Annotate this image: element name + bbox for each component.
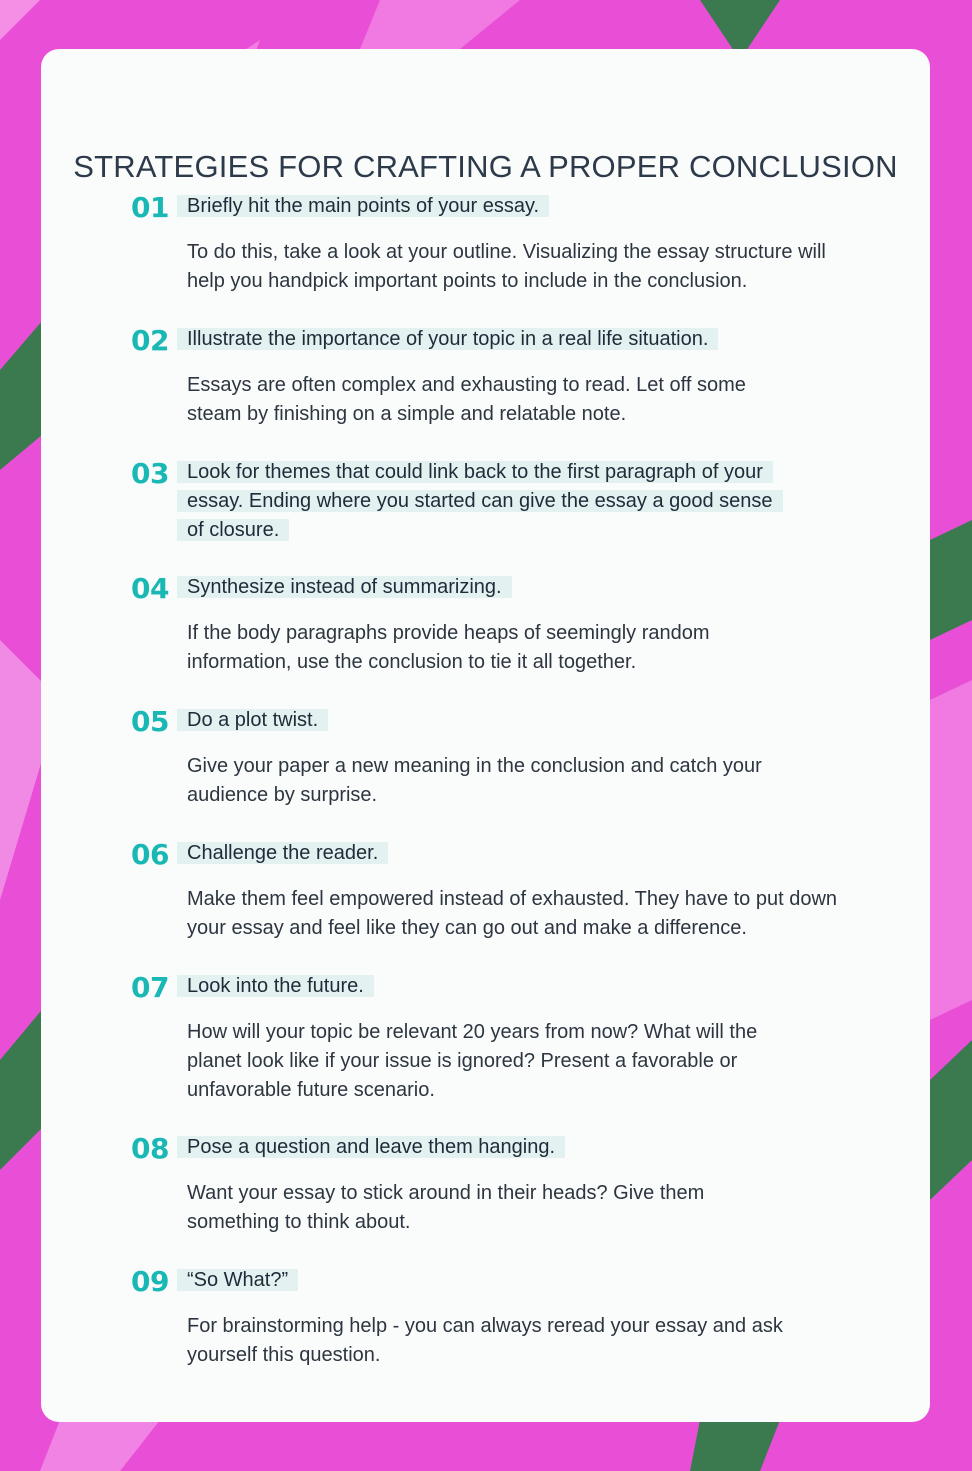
item-number: 06 (131, 838, 169, 871)
item-heading: Synthesize instead of summarizing. (177, 573, 797, 602)
item-heading: Challenge the reader. (177, 839, 797, 868)
item-heading: Look for themes that could link back to the first paragraph of your essay. Ending where you started can give the essay a good sense of closure. (177, 458, 777, 545)
item-body: Make them feel empowered instead of exhausted. They have to put down your essay and feel like they can go out and make a difference. (187, 888, 838, 939)
item-heading: Do a plot twist. (177, 706, 797, 735)
item-heading: Pose a question and leave them hanging. (177, 1133, 797, 1162)
item-body: To do this, take a look at your outline. Visualizing the essay structure will help you handpick important points to include in the conclusion. (187, 241, 826, 292)
item-body: How will your topic be relevant 20 years from now? What will the planet look like if your issue is ignored? Present a favorable or unfavorable future scenario. (187, 1021, 758, 1101)
item-number: 05 (131, 705, 169, 738)
item-number: 08 (131, 1132, 169, 1165)
item-body: Want your essay to stick around in their heads? Give them something to think about. (187, 1182, 705, 1233)
item-number: 02 (131, 324, 169, 357)
item-heading: Look into the future. (177, 972, 797, 1001)
page-title: STRATEGIES FOR CRAFTING A PROPER CONCLUSION (73, 149, 898, 184)
item-number: 04 (131, 572, 169, 605)
item-heading: Briefly hit the main points of your essay. (177, 192, 797, 221)
item-body: Give your paper a new meaning in the conclusion and catch your audience by surprise. (187, 755, 762, 806)
item-number: 07 (131, 971, 169, 1004)
item-number: 01 (131, 191, 169, 224)
item-heading: Illustrate the importance of your topic in a real life situation. (177, 325, 797, 354)
item-body: Essays are often complex and exhausting to read. Let off some steam by finishing on a simple and relatable note. (187, 374, 746, 425)
content-card (41, 49, 930, 1422)
item-number: 03 (131, 457, 169, 490)
item-number: 09 (131, 1265, 169, 1298)
item-body: If the body paragraphs provide heaps of seemingly random information, use the conclusion to tie it all together. (187, 622, 710, 673)
item-body: For brainstorming help - you can always reread your essay and ask yourself this question. (187, 1315, 783, 1366)
item-heading: “So What?” (177, 1266, 797, 1295)
